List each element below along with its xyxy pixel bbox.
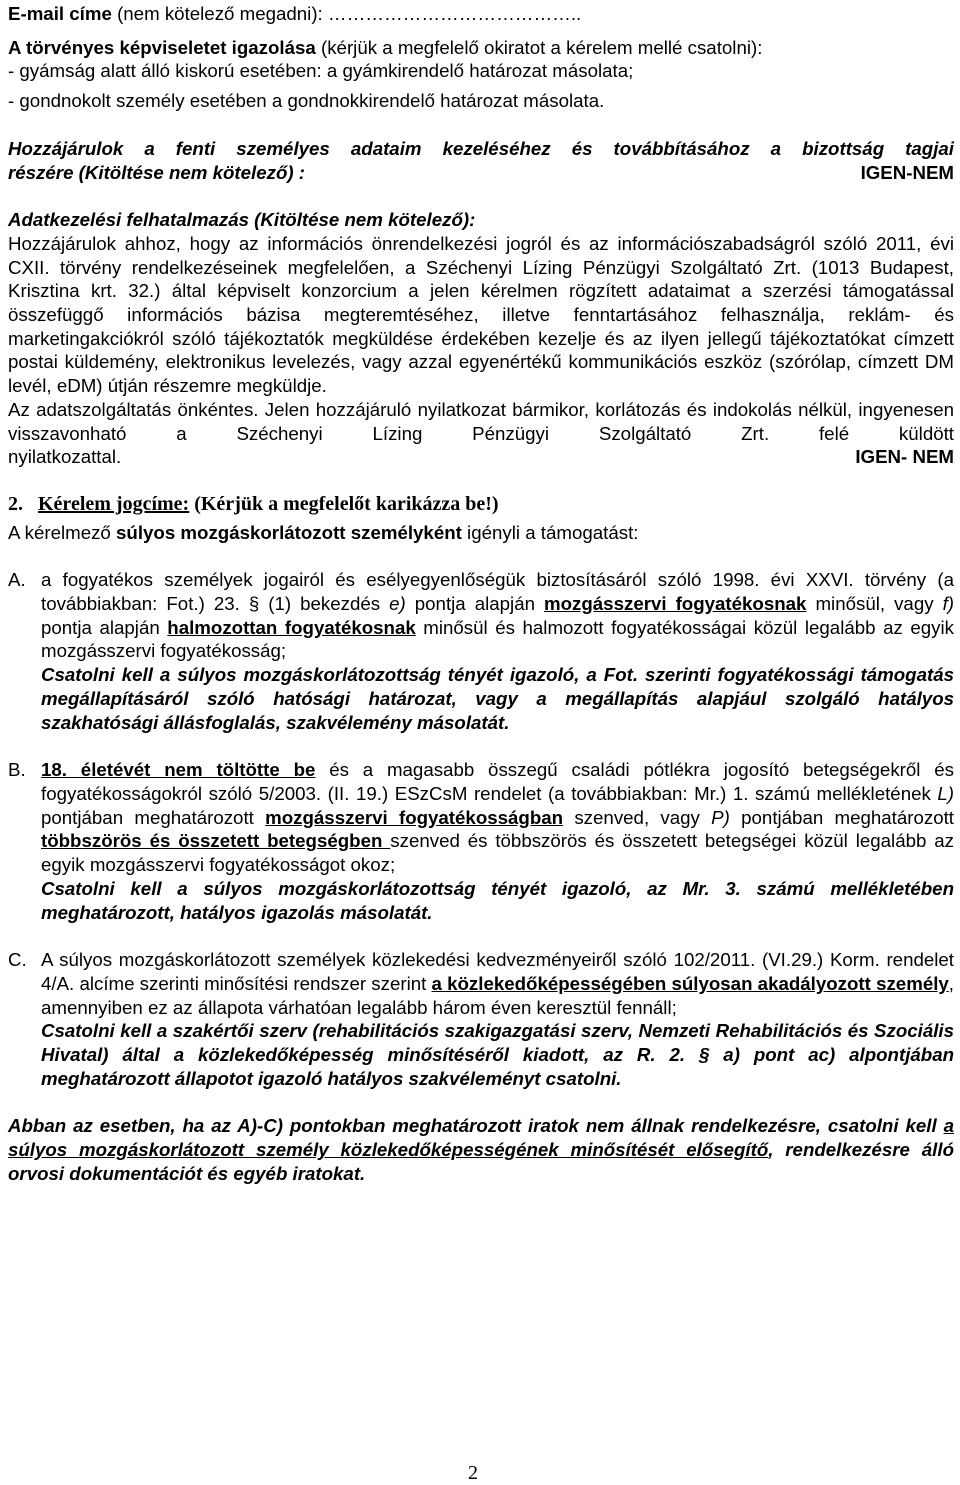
section-2-number: 2. [8, 492, 23, 515]
consent-line-1: Hozzájárulok a fenti személyes adataim kezeléséhez és továbbításához a bizottság tagjai [8, 137, 954, 159]
option-b-text-4: pontjában meghatározott [41, 806, 266, 828]
email-label: E-mail címe [8, 3, 112, 24]
option-a-body [41, 568, 954, 734]
section-2-intro-pre: A kérelmező [8, 521, 117, 543]
final-note-text-3: , rendelkezésre álló orvosi dokumentációt és egyéb iratokat. [8, 1139, 954, 1184]
data-mandate-title: Adatkezelési felhatalmazás (Kitöltése nem kötelező): [8, 209, 476, 231]
section-2-title: Kérelem jogcíme: [38, 492, 190, 515]
option-c-mark[interactable]: C. [8, 949, 27, 971]
data-voluntary-last-line [8, 445, 954, 469]
option-a-text-4: mozgásszervi fogyatékosnak [544, 593, 807, 615]
option-b-body [41, 758, 954, 924]
email-line [8, 2, 954, 26]
option-b-attachment: Csatolni kell a súlyos mozgáskorlátozottság tényét igazoló, az Mr. 3. számú mellékletében meghatározott, hatályos igazolás másolatát. [41, 877, 954, 923]
option-b-text-5: mozgásszervi fogyatékosságban [265, 806, 564, 828]
option-a-text-2: e) [389, 593, 406, 615]
option-a-text-6: f) [942, 593, 954, 615]
option-b-text-9: többszörös és összetett betegségben [41, 830, 391, 852]
option-b-mark[interactable]: B. [8, 759, 26, 781]
representation-item-2: - gondnokolt személy esetében a gondnokkirendelő határozat másolata. [8, 90, 605, 112]
data-voluntary-last: nyilatkozattal. [8, 446, 122, 468]
option-b-text-3: L) [937, 782, 954, 804]
section-2-intro-bold: súlyos mozgáskorlátozott személyként [116, 521, 462, 543]
option-a[interactable] [8, 568, 954, 734]
option-a-text-9: minősül és halmozott fogyatékosságai közül legalább az egyik mozgásszervi fogyatékosság; [41, 616, 954, 662]
data-voluntary-text: Az adatszolgáltatás önkéntes. Jelen hozzájáruló nyilatkozat bármikor, korlátozás és indokolás nélkül, ingyenesen visszavonható a Széchenyi Lízing Pénzügyi Szolgáltató Zrt. felé küldött [8, 398, 954, 444]
consent-line-2 [8, 161, 954, 185]
option-b-text-7: P) [711, 806, 730, 828]
option-a-text-8: halmozottan fogyatékosnak [167, 616, 416, 638]
final-note-text-2: a súlyos mozgáskorlátozott személy közlekedőképességének minősítését elősegítő [8, 1115, 954, 1161]
option-c-text-2: a közlekedőképességében súlyosan akadályozott személy [431, 972, 949, 994]
option-a-text-1: a fogyatékos személyek jogairól és esélyegyenlőségük biztosításáról szóló 1998. évi XXVI. törvény (a továbbiakban: Fot.) 23. § (1) bekezdés [41, 569, 954, 615]
option-c[interactable] [8, 948, 954, 1090]
section-2-hint-end: !) [485, 492, 499, 515]
representation-note: (kérjük a megfelelő okiratot a kérelem mellé csatolni): [315, 36, 763, 58]
option-a-text-5: minősül, vagy [806, 593, 943, 615]
consent-choice[interactable]: IGEN-NEM [860, 161, 954, 183]
section-2-heading [8, 493, 954, 517]
option-b-text-1: 18. életévét nem töltötte be [41, 759, 316, 781]
page-number: 2 [468, 1462, 478, 1484]
consent-line-2-text: részére (Kitöltése nem kötelező) : [8, 161, 306, 183]
option-a-text-7: pontja alapján [41, 616, 168, 638]
option-b-text-8: pontjában meghatározott [729, 806, 954, 828]
option-a-attachment: Csatolni kell a súlyos mozgáskorlátozottság tényét igazoló, a Fot. szerinti fogyatékossági támogatás megállapításáról szóló hatósági határozat, vagy a megállapítás alapjául szolgáló hatályos szakhatósági állásfoglalás, szakvélemény másolatát. [41, 664, 954, 733]
option-b-text-6: szenved, vagy [563, 806, 712, 828]
section-2-intro [8, 521, 954, 545]
option-c-text-3: , amennyiben ez az állapota várhatóan legalább három éven keresztül fennáll; [41, 972, 954, 1018]
option-a-mark[interactable]: A. [8, 569, 26, 591]
option-c-attachment: Csatolni kell a szakértői szerv (rehabilitációs szakigazgatási szerv, Nemzeti Rehabilitációs és Szociális Hivatal) által a közlekedőképesség minősítéséről kiadott, az R. 2. § a) pont ac) alpontjában meghatározott állapotot igazoló hatályos szakvéleményt csatolni. [41, 1020, 954, 1089]
option-b-text-10: szenved és többszörös és összetett betegségei közül legalább az egyik mozgásszervi fogyatékosságot okoz; [41, 830, 954, 876]
representation-heading [8, 36, 954, 60]
document-page [8, 2, 954, 1186]
email-note: (nem kötelező megadni): ………………………………….. [111, 3, 582, 24]
representation-title: A törvényes képviseletet igazolása [8, 36, 316, 58]
representation-item-1: - gyámság alatt álló kiskorú esetében: a gyámkirendelő határozat másolata; [8, 60, 634, 82]
data-mandate-text: Hozzájárulok ahhoz, hogy az információs önrendelkezési jogról és az információszabadságról szóló 2011, évi CXII. törvény rendelkezéseinek megfelelően, a Széchenyi Lízing Pénzügyi Szolgáltató Zrt. (1013 Budapest, Krisztina krt. 32.) által képviselt konzorcium a jelen kérelmen rögzített adataimat a szerzési támogatással összefüggő információs bázisa megteremtéséhez, illetve fenntartásához felhasználja, reklám- és marketingakciókról szóló tájékoztatók megküldése érdekében kezelje és az ilyen jellegű tájékoztatókat címzett postai küldemény, elektronikus levelezés, vagy azzal egyenértékű kommunikációs eszköz (szórólap, címzett DM levél, eDM) útján részemre megküldje. [8, 232, 954, 397]
option-b-text-2: és a magasabb összegű családi pótlékra jogosító betegségekről és fogyatékosságokról szóló 5/2003. (II. 19.) ESzCsM rendelet (a továbbiakban: Mr.) 1. számú mellékletének [41, 759, 954, 804]
option-a-text-3: pontja alapján [405, 593, 544, 615]
section-2-hint: (Kérjük a megfelelőt karikázza be [189, 492, 486, 515]
final-note-text-1: Abban az esetben, ha az A)-C) pontokban meghatározott iratok nem állnak rendelkezésre, csatolni kell [8, 1115, 944, 1137]
option-c-body [41, 948, 954, 1090]
final-note [8, 1114, 954, 1185]
section-2-intro-post: igényli a támogatást: [461, 521, 639, 543]
data-mandate-choice[interactable]: IGEN- NEM [855, 446, 954, 468]
option-b[interactable] [8, 758, 954, 924]
option-c-text-1: A súlyos mozgáskorlátozott személyek közlekedési kedvezményeiről szóló 102/2011. (VI.29.) Korm. rendelet 4/A. alcíme szerinti minősítési rendszer szerint [41, 949, 954, 994]
